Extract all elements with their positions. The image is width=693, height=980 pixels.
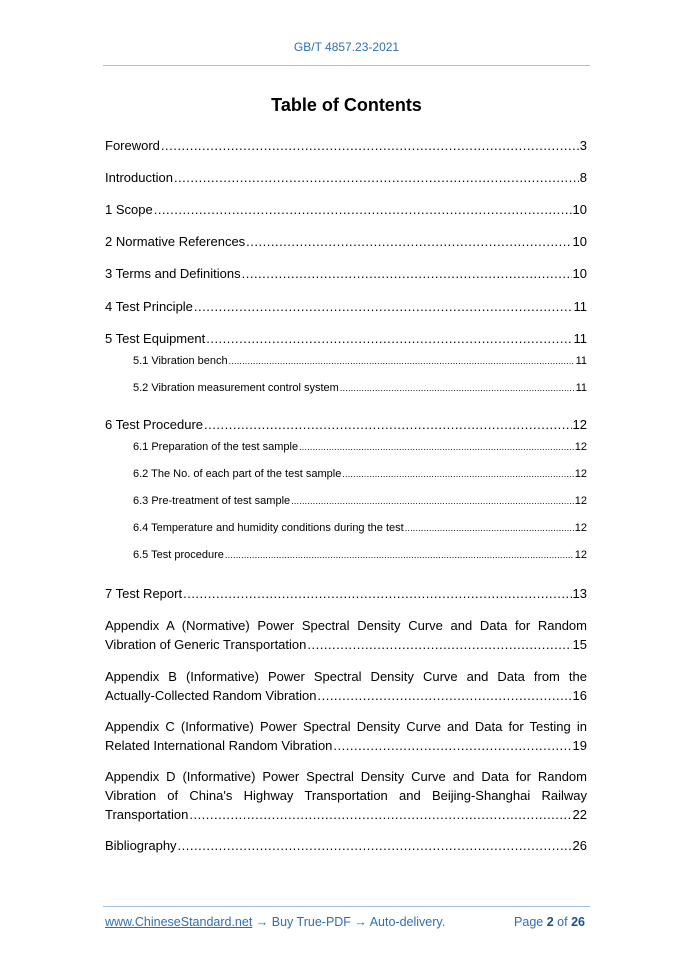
toc-entry-title: 4 Test Principle bbox=[105, 299, 193, 314]
toc-entry-test-report[interactable] bbox=[105, 584, 587, 603]
dot-leader bbox=[340, 381, 575, 396]
toc-page-number: 12 bbox=[574, 549, 587, 561]
toc-entry-title-line: Appendix D (Informative) Power Spectral Density Curve and Data for Random bbox=[105, 769, 587, 784]
page-footer bbox=[105, 915, 585, 929]
toc-entry-title: 5 Test Equipment bbox=[105, 331, 206, 346]
footer-tagline: → Buy True-PDF → Auto-delivery. bbox=[252, 915, 446, 929]
dot-leader bbox=[299, 440, 574, 455]
toc-page-number: 13 bbox=[572, 586, 587, 601]
dot-leader bbox=[246, 232, 571, 251]
footer-promo bbox=[105, 915, 445, 929]
toc-entry-test-equipment[interactable] bbox=[105, 329, 587, 348]
toc-entry-title: 7 Test Report bbox=[105, 586, 183, 601]
page-indicator bbox=[514, 915, 585, 929]
toc-page-number: 19 bbox=[572, 738, 587, 753]
dot-leader bbox=[225, 548, 574, 563]
toc-entry-title: Introduction bbox=[105, 170, 173, 185]
toc-subentry-vibration-bench[interactable] bbox=[133, 354, 587, 369]
toc-subentry-measurement-control[interactable] bbox=[133, 381, 587, 396]
toc-entry-title: 6.1 Preparation of the test sample bbox=[133, 441, 299, 453]
toc-entry-test-procedure[interactable] bbox=[105, 415, 587, 434]
dot-leader bbox=[242, 264, 572, 283]
dot-leader bbox=[317, 686, 571, 705]
total-pages: 26 bbox=[571, 915, 585, 929]
toc-entry-title: Vibration of Generic Transportation bbox=[105, 637, 307, 652]
toc-entry-title-line: Vibration of China's Highway Transportation and Beijing-Shanghai Railway bbox=[105, 788, 587, 803]
toc-entry-title: Bibliography bbox=[105, 838, 177, 853]
toc-page-number: 11 bbox=[573, 331, 587, 346]
toc-page-number: 16 bbox=[572, 688, 587, 703]
toc-entry-title: 5.1 Vibration bench bbox=[133, 355, 228, 367]
footer-divider bbox=[103, 906, 590, 907]
page-of-label: of bbox=[557, 915, 568, 929]
website-link[interactable]: www.ChineseStandard.net bbox=[105, 915, 253, 929]
toc-entry-title-line: Appendix C (Informative) Power Spectral Density Curve and Data for Testing in bbox=[105, 719, 587, 734]
toc-entry-appendix-c[interactable] bbox=[105, 717, 587, 755]
page-title: Table of Contents bbox=[271, 95, 422, 115]
toc-page-number: 3 bbox=[579, 138, 587, 153]
toc-entry-appendix-d[interactable] bbox=[105, 767, 587, 824]
toc-page-number: 15 bbox=[572, 637, 587, 652]
dot-leader bbox=[229, 354, 575, 369]
header-divider bbox=[103, 65, 590, 66]
toc-subentry-preparation[interactable] bbox=[133, 440, 587, 455]
current-page: 2 bbox=[546, 915, 554, 929]
toc-entry-title: 6.4 Temperature and humidity conditions during the test bbox=[133, 522, 404, 534]
toc-entry-introduction[interactable] bbox=[105, 168, 587, 187]
toc-entry-appendix-a[interactable] bbox=[105, 616, 587, 654]
toc-entry-title: Related International Random Vibration bbox=[105, 738, 333, 753]
toc-page-number: 8 bbox=[579, 170, 587, 185]
dot-leader bbox=[291, 494, 574, 509]
dot-leader bbox=[183, 584, 571, 603]
dot-leader bbox=[178, 836, 572, 855]
dot-leader bbox=[189, 805, 571, 824]
toc-entry-test-principle[interactable] bbox=[105, 297, 587, 316]
dot-leader bbox=[307, 635, 571, 654]
toc-entry-title: 3 Terms and Definitions bbox=[105, 266, 241, 281]
toc-entry-scope[interactable] bbox=[105, 200, 587, 219]
toc-page-number: 12 bbox=[574, 468, 587, 480]
toc-page-number: 11 bbox=[575, 355, 587, 367]
toc-entry-title: 5.2 Vibration measurement control system bbox=[133, 382, 339, 394]
toc-entry-bibliography[interactable] bbox=[105, 836, 587, 855]
toc-page-number: 11 bbox=[573, 299, 587, 314]
toc-page-number: 10 bbox=[572, 234, 587, 249]
toc-subentry-temperature-humidity[interactable] bbox=[133, 521, 587, 536]
toc-subentry-part-numbering[interactable] bbox=[133, 467, 587, 482]
toc-subentry-pretreatment[interactable] bbox=[133, 494, 587, 509]
toc-page-number: 22 bbox=[572, 807, 587, 822]
toc-entry-appendix-b[interactable] bbox=[105, 667, 587, 705]
toc-entry-title: Actually-Collected Random Vibration bbox=[105, 688, 317, 703]
dot-leader bbox=[405, 521, 574, 536]
document-id-header: GB/T 4857.23-2021 bbox=[293, 40, 400, 54]
toc-page-number: 12 bbox=[574, 495, 587, 507]
dot-leader bbox=[154, 200, 572, 219]
dot-leader bbox=[174, 168, 579, 187]
toc-entry-normative-references[interactable] bbox=[105, 232, 587, 251]
toc-page-number: 10 bbox=[572, 266, 587, 281]
toc-entry-title: 6.5 Test procedure bbox=[133, 549, 224, 561]
toc-entry-title: 6.2 The No. of each part of the test sample bbox=[133, 468, 342, 480]
dot-leader bbox=[204, 415, 571, 434]
toc-entry-title: 1 Scope bbox=[105, 202, 153, 217]
toc-entry-foreword[interactable] bbox=[105, 136, 587, 155]
toc-entry-terms-definitions[interactable] bbox=[105, 264, 587, 283]
toc-entry-title-line: Appendix B (Informative) Power Spectral Density Curve and Data from the bbox=[105, 669, 587, 684]
toc-entry-title: Transportation bbox=[105, 807, 189, 822]
dot-leader bbox=[161, 136, 579, 155]
toc-page-number: 12 bbox=[574, 522, 587, 534]
toc-entry-title-line: Appendix A (Normative) Power Spectral Density Curve and Data for Random bbox=[105, 618, 587, 633]
toc-page-number: 10 bbox=[572, 202, 587, 217]
toc-page-number: 26 bbox=[572, 838, 587, 853]
dot-leader bbox=[194, 297, 573, 316]
toc-page-number: 12 bbox=[572, 417, 587, 432]
page-label: Page bbox=[514, 915, 544, 929]
toc-entry-title: 6 Test Procedure bbox=[105, 417, 204, 432]
dot-leader bbox=[342, 467, 573, 482]
toc-subentry-test-procedure[interactable] bbox=[133, 548, 587, 563]
toc-page-number: 12 bbox=[574, 441, 587, 453]
dot-leader bbox=[333, 736, 571, 755]
toc-entry-title: Foreword bbox=[105, 138, 160, 153]
toc-entry-title: 2 Normative References bbox=[105, 234, 246, 249]
dot-leader bbox=[206, 329, 572, 348]
toc-entry-title: 6.3 Pre-treatment of test sample bbox=[133, 495, 291, 507]
toc-page-number: 11 bbox=[575, 382, 587, 394]
